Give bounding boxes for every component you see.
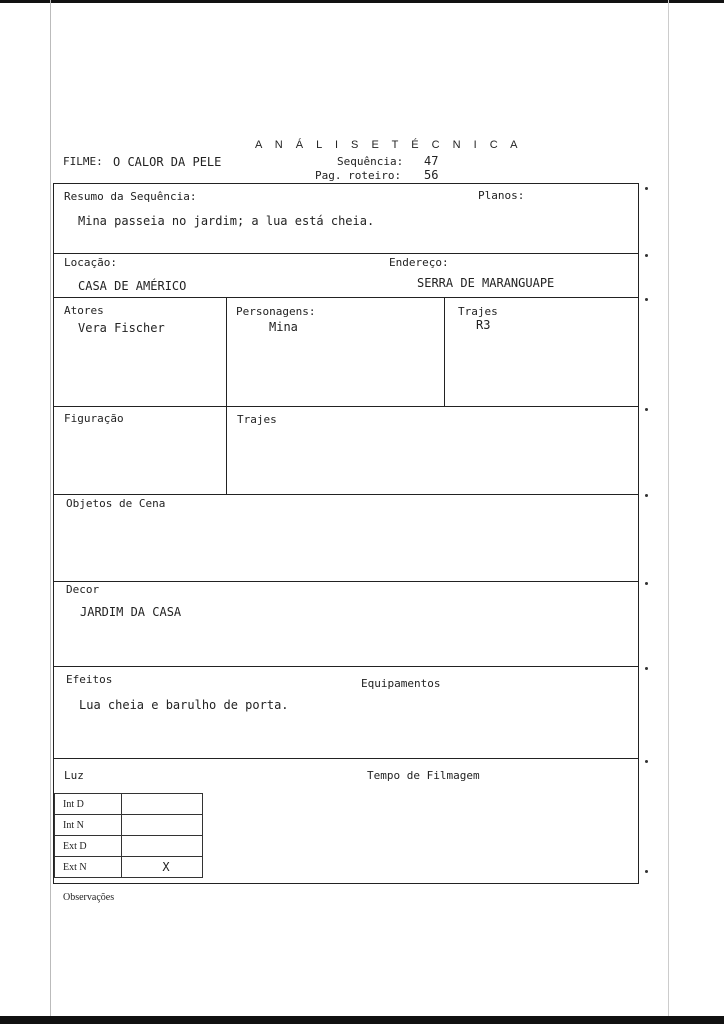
margin-mark: [645, 408, 648, 411]
margin-mark: [645, 582, 648, 585]
equipment-label: Equipamentos: [361, 677, 441, 690]
divider: [53, 253, 639, 254]
margin-mark: [645, 298, 648, 301]
divider: [226, 297, 227, 494]
address-value: SERRA DE MARANGUAPE: [417, 276, 555, 290]
actors-label: Atores: [64, 304, 104, 317]
divider: [53, 758, 639, 759]
sequence-label: Sequência:: [337, 155, 404, 168]
filming-time-label: Tempo de Filmagem: [367, 769, 480, 782]
costumes-label: Trajes: [458, 305, 498, 318]
characters-label: Personagens:: [236, 305, 316, 318]
lighting-row-label: Ext D: [55, 836, 122, 857]
divider: [53, 297, 639, 298]
summary-value: Mina passeia no jardim; a lua está cheia.: [78, 214, 375, 228]
margin-mark: [645, 667, 648, 670]
lighting-row-label: Ext N: [55, 857, 122, 878]
scan-bottom-edge: [0, 1016, 724, 1024]
scan-left-edge: [50, 0, 51, 1024]
lighting-row: [55, 836, 203, 857]
characters-value: Mina: [269, 320, 298, 334]
scan-right-edge: [668, 0, 669, 1024]
divider: [53, 666, 639, 667]
extras-label: Figuração: [64, 412, 124, 425]
lighting-row-mark: X: [122, 857, 203, 878]
margin-mark: [645, 187, 648, 190]
lighting-row: [55, 815, 203, 836]
extras-costumes-label: Trajes: [237, 413, 277, 426]
film-title: O CALOR DA PELE: [113, 155, 222, 169]
script-page-label: Pag. roteiro:: [315, 169, 402, 182]
actors-value: Vera Fischer: [78, 321, 165, 335]
divider: [53, 581, 639, 582]
divider: [53, 406, 639, 407]
lighting-row-mark: [122, 794, 203, 815]
set-label: Decor: [66, 583, 100, 596]
margin-mark: [645, 760, 648, 763]
lighting-row: [55, 794, 203, 815]
lighting-row-mark: [122, 815, 203, 836]
effects-value: Lua cheia e barulho de porta.: [79, 698, 289, 712]
address-label: Endereço:: [389, 256, 449, 269]
margin-mark: [645, 494, 648, 497]
shots-label: Planos:: [478, 189, 525, 202]
scan-top-edge: [0, 0, 724, 3]
lighting-grid: [54, 793, 203, 878]
margin-mark: [645, 254, 648, 257]
margin-mark: [645, 870, 648, 873]
location-value: CASA DE AMÉRICO: [78, 279, 187, 293]
film-label: FILME:: [63, 155, 103, 168]
divider: [444, 297, 445, 407]
summary-label: Resumo da Sequência:: [64, 190, 197, 203]
sequence-number: 47: [424, 154, 439, 168]
props-label: Objetos de Cena: [66, 497, 166, 510]
lighting-label: Luz: [64, 769, 84, 782]
lighting-row-label: Int N: [55, 815, 122, 836]
divider: [53, 494, 639, 495]
lighting-row-label: Int D: [55, 794, 122, 815]
form-title: A N Á L I S E T É C N I C A: [255, 139, 523, 151]
lighting-row-mark: [122, 836, 203, 857]
lighting-row: [55, 857, 203, 878]
costumes-value: R3: [476, 318, 491, 332]
set-value: JARDIM DA CASA: [80, 605, 182, 619]
notes-label: Observações: [63, 892, 115, 903]
location-label: Locação:: [64, 256, 117, 269]
script-page-number: 56: [424, 168, 439, 182]
effects-label: Efeitos: [66, 673, 113, 686]
